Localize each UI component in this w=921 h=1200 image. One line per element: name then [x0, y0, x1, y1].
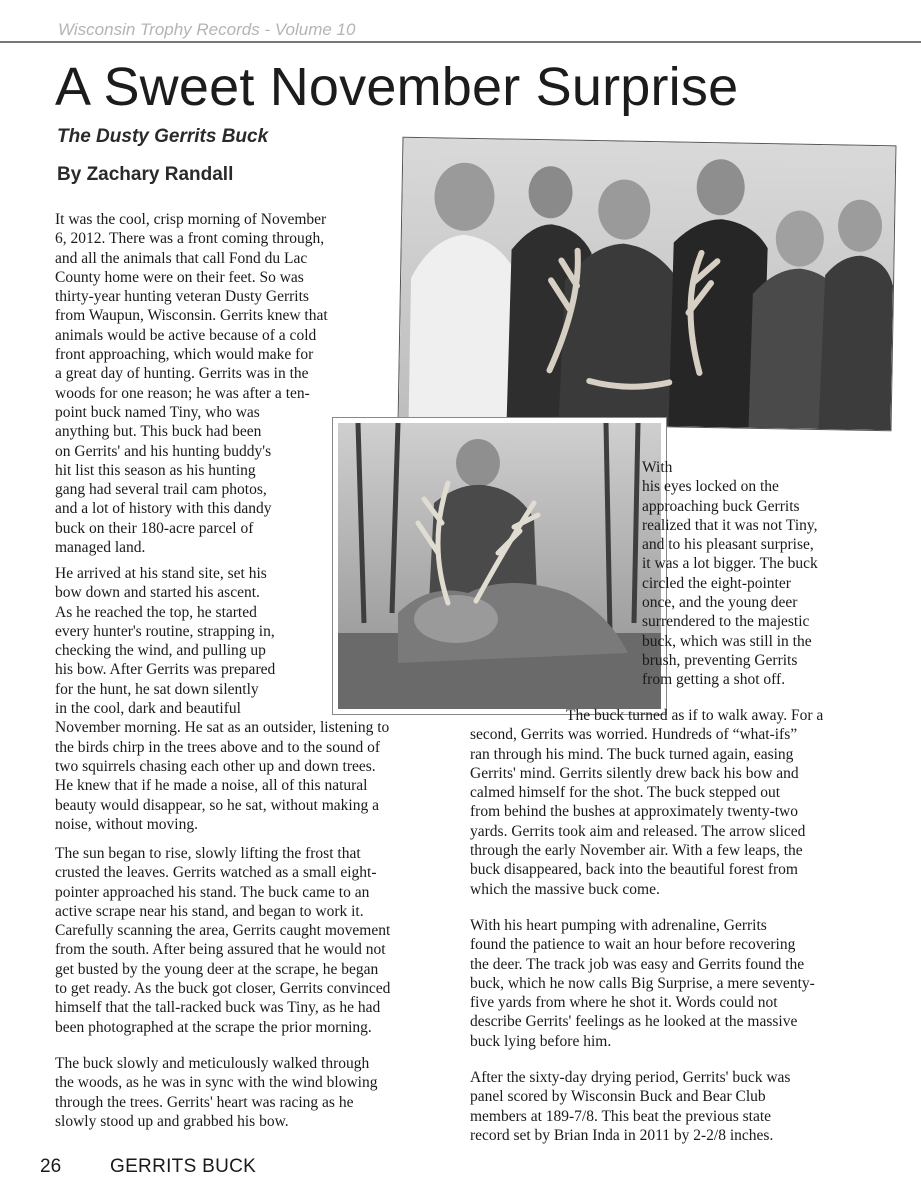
- text-line: With: [642, 459, 673, 476]
- text-line: Carefully scanning the area, Gerrits caught movement: [55, 922, 391, 940]
- text-line: ran through his mind. The buck turned again, easing: [470, 745, 794, 763]
- text-line: found the patience to wait an hour before recovering: [470, 936, 796, 954]
- text-line: two squirrels chasing each other up and down trees.: [55, 757, 376, 775]
- text-line: himself that the tall-racked buck was Tiny, as he had: [55, 999, 381, 1017]
- text-line: With his heart pumping with adrenaline, Gerrits: [470, 917, 767, 934]
- group-photo: [398, 137, 897, 432]
- text-line: every hunter's routine, strapping in,: [55, 622, 275, 640]
- header-rule: [0, 41, 921, 43]
- text-line: record set by Brian Inda in 2011 by 2-2/8 inches.: [470, 1126, 774, 1144]
- page-number: 26: [40, 1156, 62, 1177]
- section-label: GERRITS BUCK: [110, 1156, 257, 1177]
- article-subtitle: The Dusty Gerrits Buck: [57, 126, 269, 147]
- text-line: noise, without moving.: [55, 815, 198, 833]
- text-line: slowly stood up and grabbed his bow.: [55, 1112, 289, 1130]
- text-line: which the massive buck come.: [470, 880, 660, 898]
- text-line: hit list this season as his hunting: [55, 461, 256, 479]
- paragraph-5: [642, 458, 818, 690]
- group-photo-image: [399, 138, 896, 431]
- text-line: and a lot of history with this dandy: [55, 500, 272, 518]
- text-line: in the cool, dark and beautiful: [55, 700, 241, 718]
- text-line: it was a lot bigger. The buck: [642, 555, 818, 573]
- text-line: He arrived at his stand site, set his: [55, 565, 267, 582]
- text-line: active scrape near his stand, and began to work it.: [55, 902, 364, 920]
- text-line: It was the cool, crisp morning of November: [55, 211, 327, 228]
- article-title: A Sweet November Surprise: [55, 57, 739, 117]
- text-line: bow down and started his ascent.: [55, 584, 260, 602]
- text-line: from Waupun, Wisconsin. Gerrits knew that: [55, 307, 328, 325]
- text-line: 6, 2012. There was a front coming through,: [55, 230, 325, 248]
- text-line: gang had several trail cam photos,: [55, 481, 267, 499]
- running-head: Wisconsin Trophy Records - Volume 10: [58, 20, 356, 39]
- paragraph-6: [470, 706, 823, 899]
- text-line: surrendered to the majestic: [642, 613, 810, 631]
- text-line: woods for one reason; he was after a ten-: [55, 384, 310, 402]
- text-line: from the south. After being assured that he would not: [55, 941, 386, 959]
- text-line: brush, preventing Gerrits: [642, 651, 798, 669]
- text-line: members at 189-7/8. This beat the previous state: [470, 1107, 772, 1125]
- text-line: He knew that if he made a noise, all of this natural: [55, 777, 368, 795]
- text-line: the birds chirp in the trees above and to the sound of: [55, 738, 380, 756]
- text-line: approaching buck Gerrits: [642, 497, 800, 515]
- text-line: calmed himself for the shot. The buck stepped out: [470, 784, 781, 802]
- text-line: from behind the bushes at approximately twenty-two: [470, 803, 799, 821]
- text-line: thirty-year hunting veteran Dusty Gerrits: [55, 288, 309, 306]
- text-line: As he reached the top, he started: [55, 603, 257, 621]
- article-byline: By Zachary Randall: [57, 164, 234, 185]
- paragraph-7: [470, 916, 815, 1051]
- text-line: managed land.: [55, 539, 146, 557]
- text-line: pointer approached his stand. The buck came to an: [55, 883, 370, 901]
- paragraph-4: [55, 1054, 377, 1131]
- text-line: the woods, as he was in sync with the wind blowing: [55, 1074, 378, 1092]
- text-line: The buck slowly and meticulously walked through: [55, 1055, 370, 1072]
- text-line: and to his pleasant surprise,: [642, 536, 814, 554]
- text-line: once, and the young deer: [642, 594, 798, 612]
- text-line: buck on their 180-acre parcel of: [55, 519, 254, 537]
- text-line: After the sixty-day drying period, Gerrits' buck was: [470, 1069, 791, 1086]
- text-line: crusted the leaves. Gerrits watched as a small eight-: [55, 864, 377, 882]
- text-line: a great day of hunting. Gerrits was in the: [55, 365, 309, 383]
- text-line: for the hunt, he sat down silently: [55, 680, 259, 698]
- text-line: realized that it was not Tiny,: [642, 516, 818, 534]
- text-line: his eyes locked on the: [642, 478, 779, 496]
- paragraph-3: [55, 844, 390, 1037]
- text-line: anything but. This buck had been: [55, 423, 262, 441]
- text-line: Gerrits' mind. Gerrits silently drew back his bow and: [470, 764, 799, 782]
- text-line: yards. Gerrits took aim and released. The arrow sliced: [470, 822, 806, 840]
- text-line: through the trees. Gerrits' heart was racing as he: [55, 1093, 354, 1111]
- text-line: get busted by the young deer at the scrape, he began: [55, 960, 379, 978]
- text-line: been photographed at the scrape the prior morning.: [55, 1018, 372, 1036]
- text-line: circled the eight-pointer: [642, 574, 791, 592]
- text-line: from getting a shot off.: [642, 671, 786, 689]
- text-line: to get ready. As the buck got closer, Gerrits convinced: [55, 980, 391, 998]
- paragraph-8: [470, 1068, 790, 1145]
- text-line: point buck named Tiny, who was: [55, 403, 260, 421]
- text-line: front approaching, which would make for: [55, 346, 314, 364]
- text-line: checking the wind, and pulling up: [55, 642, 266, 660]
- text-line: panel scored by Wisconsin Buck and Bear Club: [470, 1088, 766, 1106]
- text-line: on Gerrits' and his hunting buddy's: [55, 442, 272, 460]
- text-line: The sun began to rise, slowly lifting the frost that: [55, 845, 361, 862]
- text-line: animals would be active because of a cold: [55, 326, 317, 344]
- text-line: describe Gerrits' feelings as he looked at the massive: [470, 1013, 798, 1031]
- text-line: buck, which was still in the: [642, 632, 812, 650]
- text-line: and all the animals that call Fond du Lac: [55, 249, 308, 267]
- text-line: buck disappeared, back into the beautiful forest from: [470, 861, 798, 879]
- text-line: beauty would disappear, so he sat, without making a: [55, 796, 379, 814]
- text-line: buck, which he now calls Big Surprise, a mere seventy-: [470, 974, 815, 992]
- text-line: buck lying before him.: [470, 1032, 612, 1050]
- text-line: second, Gerrits was worried. Hundreds of “what-ifs”: [470, 726, 798, 744]
- paragraph-1: [55, 210, 328, 557]
- text-line: County home were on their feet. So was: [55, 268, 304, 286]
- text-line: November morning. He sat as an outsider, listening to: [55, 719, 390, 737]
- text-line: his bow. After Gerrits was prepared: [55, 661, 276, 679]
- text-line: five yards from where he shot it. Words could not: [470, 994, 778, 1012]
- text-line: through the early November air. With a few leaps, the: [470, 842, 803, 860]
- text-line: the deer. The track job was easy and Gerrits found the: [470, 955, 805, 973]
- text-line: The buck turned as if to walk away. For a: [566, 707, 824, 724]
- paragraph-2: [55, 564, 389, 834]
